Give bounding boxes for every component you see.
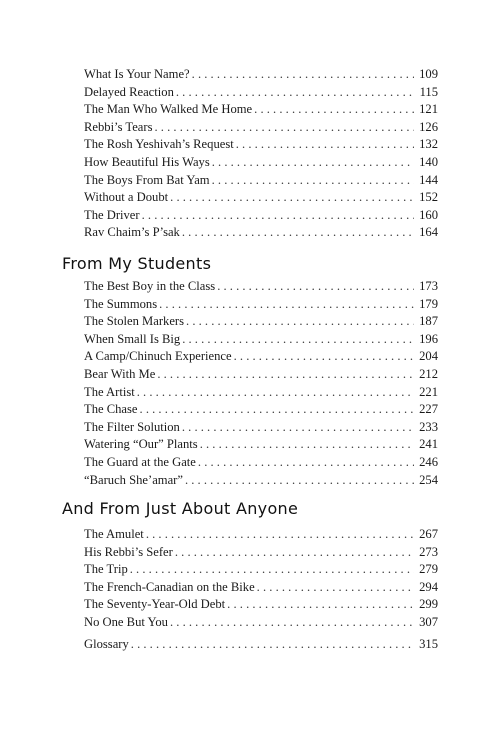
entry-page: 179 — [419, 296, 438, 311]
entry-title: The Rosh Yeshivah’s Request — [84, 137, 234, 152]
entry-title: The Man Who Walked Me Home — [84, 102, 253, 117]
entry-page: 221 — [419, 384, 438, 399]
toc-entry[interactable] — [84, 136, 438, 154]
toc-entry[interactable] — [84, 561, 438, 579]
dot-leader — [212, 154, 414, 172]
entry-page: 140 — [419, 154, 438, 169]
entry-title: Bear With Me — [84, 366, 156, 381]
entry-page: 164 — [419, 225, 438, 240]
toc-entry[interactable] — [84, 207, 438, 225]
toc-entry-glossary[interactable] — [84, 636, 438, 654]
entry-title: The Chase — [84, 402, 138, 417]
entry-page: 227 — [419, 402, 438, 417]
entry-title: The Summons — [84, 296, 158, 311]
dot-leader — [140, 401, 414, 419]
entry-title: “Baruch She’amar” — [84, 472, 183, 487]
toc-entry[interactable] — [84, 526, 438, 544]
entry-page: 115 — [419, 84, 438, 99]
entry-title: Without a Doubt — [84, 190, 169, 205]
dot-leader — [185, 472, 414, 490]
dot-leader — [130, 561, 414, 579]
toc-entry[interactable] — [84, 348, 438, 366]
entry-title: The Trip — [84, 562, 128, 577]
entry-title: How Beautiful His Ways — [84, 154, 210, 169]
entry-page: 246 — [419, 454, 438, 469]
dot-leader — [182, 224, 414, 242]
section-heading-students: From My Students — [62, 254, 212, 273]
toc-entry[interactable] — [84, 384, 438, 402]
entry-page: 315 — [419, 637, 438, 651]
dot-leader — [198, 454, 414, 472]
toc-entry[interactable] — [84, 436, 438, 454]
toc-entry[interactable] — [84, 296, 438, 314]
toc-entry[interactable] — [84, 224, 438, 242]
entry-title: The Guard at the Gate — [84, 454, 196, 469]
dot-leader — [212, 172, 414, 190]
dot-leader — [131, 636, 414, 654]
entry-page: 294 — [419, 579, 438, 594]
toc-entry[interactable] — [84, 472, 438, 490]
entry-title: The Seventy-Year-Old Debt — [84, 597, 226, 612]
toc-entry[interactable] — [84, 366, 438, 384]
entry-title: A Camp/Chinuch Experience — [84, 349, 232, 364]
dot-leader — [227, 596, 414, 614]
entry-title: No One But You — [84, 614, 168, 629]
dot-leader — [200, 436, 414, 454]
entry-page: 212 — [419, 366, 438, 381]
dot-leader — [175, 544, 414, 562]
entry-title: The Best Boy in the Class — [84, 279, 216, 293]
entry-page: 233 — [419, 419, 438, 434]
entry-title: Delayed Reaction — [84, 84, 174, 99]
dot-leader — [186, 313, 414, 331]
toc-entry[interactable] — [84, 579, 438, 597]
entry-title: The Driver — [84, 207, 140, 222]
toc-entry[interactable] — [84, 154, 438, 172]
dot-leader — [236, 136, 414, 154]
entry-title: What Is Your Name? — [84, 67, 190, 81]
entry-page: 132 — [419, 137, 438, 152]
entry-page: 196 — [419, 331, 438, 346]
entry-title: The French-Canadian on the Bike — [84, 579, 255, 594]
toc-group-anyone — [84, 526, 438, 632]
dot-leader — [137, 384, 414, 402]
toc-entry[interactable] — [84, 614, 438, 632]
entry-page: 254 — [419, 472, 438, 487]
toc-entry[interactable] — [84, 331, 438, 349]
entry-page: 267 — [419, 527, 438, 541]
dot-leader — [146, 526, 414, 544]
toc-entry[interactable] — [84, 119, 438, 137]
entry-title: Rebbi’s Tears — [84, 119, 153, 134]
toc-entry[interactable] — [84, 596, 438, 614]
entry-page: 152 — [419, 190, 438, 205]
toc-entry[interactable] — [84, 401, 438, 419]
toc-entry[interactable] — [84, 172, 438, 190]
entry-page: 160 — [419, 207, 438, 222]
dot-leader — [254, 101, 414, 119]
toc-entry[interactable] — [84, 66, 438, 84]
dot-leader — [234, 348, 414, 366]
entry-page: 126 — [419, 119, 438, 134]
dot-leader — [170, 189, 414, 207]
toc-entry[interactable] — [84, 278, 438, 296]
entry-page: 273 — [419, 544, 438, 559]
entry-page: 241 — [419, 437, 438, 452]
entry-title: The Artist — [84, 384, 135, 399]
entry-page: 173 — [419, 279, 438, 293]
entry-page: 307 — [419, 614, 438, 629]
entry-title: Glossary — [84, 637, 129, 651]
entry-title: The Amulet — [84, 527, 144, 541]
entry-page: 299 — [419, 597, 438, 612]
entry-page: 204 — [419, 349, 438, 364]
toc-group-1 — [84, 66, 438, 242]
toc-entry[interactable] — [84, 419, 438, 437]
dot-leader — [217, 278, 414, 296]
toc-entry[interactable] — [84, 189, 438, 207]
section-heading-anyone: And From Just About Anyone — [62, 499, 299, 518]
dot-leader — [192, 66, 414, 84]
toc-entry[interactable] — [84, 313, 438, 331]
entry-title: Rav Chaim’s P’sak — [84, 225, 180, 240]
toc-group-students — [84, 278, 438, 489]
entry-page: 144 — [419, 172, 438, 187]
entry-title: The Stolen Markers — [84, 314, 185, 329]
entry-page: 121 — [419, 102, 438, 117]
toc-entry[interactable] — [84, 544, 438, 562]
dot-leader — [155, 119, 415, 137]
toc-group-glossary — [84, 636, 438, 654]
entry-title: The Boys From Bat Yam — [84, 172, 210, 187]
dot-leader — [257, 579, 414, 597]
entry-title: His Rebbi’s Sefer — [84, 544, 173, 559]
entry-title: Watering “Our” Plants — [84, 437, 198, 452]
entry-page: 279 — [419, 562, 438, 577]
toc-entry[interactable] — [84, 84, 438, 102]
dot-leader — [170, 614, 414, 632]
entry-page: 109 — [419, 67, 438, 81]
dot-leader — [182, 331, 414, 349]
entry-title: When Small Is Big — [84, 331, 181, 346]
toc-entry[interactable] — [84, 454, 438, 472]
toc-entry[interactable] — [84, 101, 438, 119]
entry-title: The Filter Solution — [84, 419, 180, 434]
dot-leader — [176, 84, 414, 102]
dot-leader — [159, 296, 414, 314]
dot-leader — [182, 419, 414, 437]
dot-leader — [142, 207, 414, 225]
entry-page: 187 — [419, 314, 438, 329]
dot-leader — [157, 366, 414, 384]
